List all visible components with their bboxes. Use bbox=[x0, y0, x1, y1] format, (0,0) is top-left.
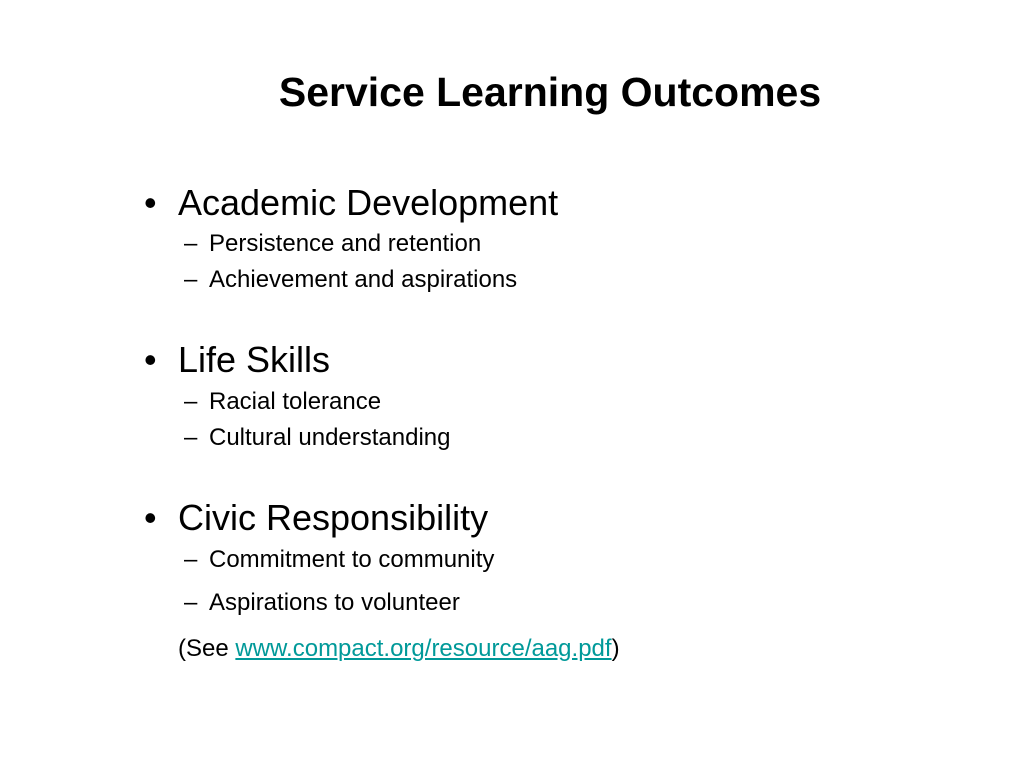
bullet-life-skills bbox=[144, 338, 330, 382]
sub-item bbox=[184, 229, 481, 259]
note-suffix: ) bbox=[611, 635, 620, 662]
dash-icon: – bbox=[184, 546, 198, 573]
sub-item bbox=[184, 265, 517, 295]
bullet-icon: • bbox=[144, 339, 157, 380]
bullet-icon: • bbox=[144, 182, 157, 223]
bullet-label: Academic Development bbox=[178, 182, 559, 223]
bullet-civic-responsibility bbox=[144, 496, 488, 540]
sub-item-label: Persistence and retention bbox=[209, 230, 482, 257]
sub-item-label: Commitment to community bbox=[209, 546, 495, 573]
bullet-icon: • bbox=[144, 497, 157, 538]
dash-icon: – bbox=[184, 266, 198, 293]
sub-item-label: Racial tolerance bbox=[209, 388, 382, 415]
reference-note bbox=[178, 634, 620, 664]
sub-item bbox=[184, 387, 381, 417]
sub-item bbox=[184, 545, 494, 575]
sub-item-label: Aspirations to volunteer bbox=[209, 589, 460, 616]
dash-icon: – bbox=[184, 589, 198, 616]
bullet-label: Civic Responsibility bbox=[178, 497, 489, 538]
dash-icon: – bbox=[184, 424, 198, 451]
bullet-label: Life Skills bbox=[178, 339, 331, 380]
sub-item bbox=[184, 423, 451, 453]
sub-item-label: Achievement and aspirations bbox=[209, 266, 518, 293]
sub-item bbox=[184, 588, 460, 618]
resource-link[interactable]: www.compact.org/resource/aag.pdf bbox=[235, 635, 612, 662]
bullet-academic-development bbox=[144, 181, 558, 225]
dash-icon: – bbox=[184, 388, 198, 415]
dash-icon: – bbox=[184, 230, 198, 257]
sub-item-label: Cultural understanding bbox=[209, 424, 451, 451]
note-prefix: (See bbox=[178, 635, 236, 662]
slide-title: Service Learning Outcomes bbox=[278, 69, 822, 115]
